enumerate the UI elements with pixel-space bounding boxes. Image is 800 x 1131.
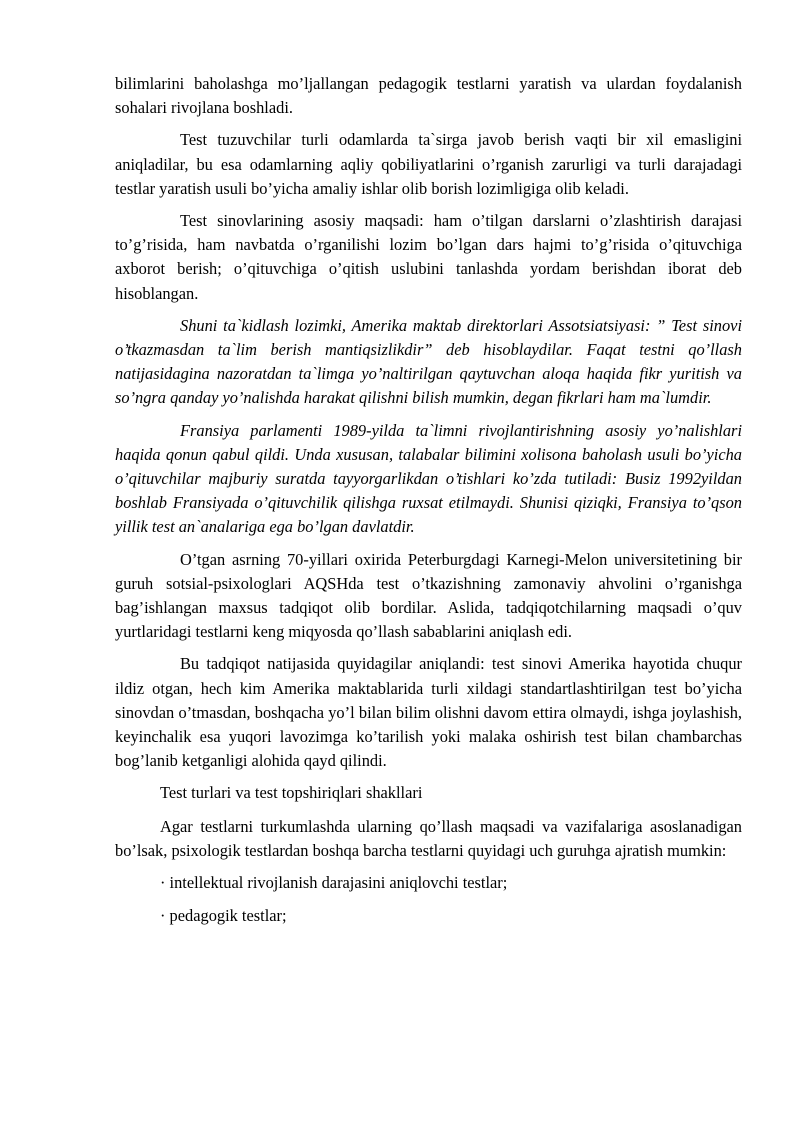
list-item: · pedagogik testlar; bbox=[160, 906, 287, 926]
paragraph-continuation: bilimlarini baholashga mo’ljallangan pedagogik testlarni yaratish va ulardan foydalanish sohalari rivojlana boshladi. bbox=[115, 74, 742, 118]
paragraph-carnegie-research: O’tgan asrning 70-yillari oxirida Peterburgdagi Karnegi-Melon universitetining bir guruh sotsial-psixologlari AQSHda test o’tkazishning zamonaviy ahvolini o’rganishga bag’ishlangan maxsus tadqiqot olib bordilar. Aslida, tadqiqotchilarning maqsadi o’quv yurtlaridagi testlarni keng miqyosda qo’llash sabablarini aniqlash edi. bbox=[115, 549, 742, 642]
paragraph-america-association: Shuni ta`kidlash lozimki, Amerika maktab direktorlari Assotsiatsiyasi: ” Test sinovi o’tkazmasdan ta`lim berish mantiqsizlikdir” deb hisoblaydilar. Faqat testni qo’llash natijasidagina nazoratdan ta`limga yo’naltirilgan qaytuvchan aloqa haqida fikr yuritish va so’ngra qanday yo’nalishda harakat qilishni bilish mumkin, degan fikrlari ham ma`lumdir. bbox=[115, 315, 742, 408]
paragraph-test-purpose: Test sinovlarining asosiy maqsadi: ham o’tilgan darslarni o’zlashtirish darajasi to’g’risida, ham navbatda o’rganilishi lozim bo’lgan dars hajmi to’g’risida o’qituvchiga axborot berish; o’qituvchiga o’qitish uslubini tanlashda yordam berishdan iborat deb hisoblangan. bbox=[115, 211, 742, 303]
document-page bbox=[115, 72, 742, 938]
section-heading: Test turlari va test topshiriqlari shakllari bbox=[160, 783, 423, 803]
paragraph-research-results: Bu tadqiqot natijasida quyidagilar aniqlandi: test sinovi Amerika hayotida chuqur ildiz otgan, hech kim Amerika maktablarida turli xildagi standartlashtirilgan test bo’yicha sinovdan o’tmasdan, boshqacha yo’l bilan bilim olishni davom ettira olmaydi, ishga joylashish, keyinchalik esa yuqori lavozimga ko’tarilish yoki malaka oshirish test bilan chambarchas bog’lanib ketganligi alohida qayd qilindi. bbox=[115, 654, 742, 771]
paragraph-test-authors: Test tuzuvchilar turli odamlarda ta`sirga javob berish vaqti bir xil emasligini aniqladilar, bu esa odamlarning aqliy qobiliyatlarini o’rganish zarurligi va turli darajadagi testlar yaratish usuli bo’yicha amaliy ishlar olib borish lozimligiga olib keladi. bbox=[115, 130, 742, 198]
paragraph-classification-intro: Agar testlarni turkumlashda ularning qo’llash maqsadi va vazifalariga asoslanadigan bo’lsak, psixologik testlardan boshqa barcha testlarni quyidagi uch guruhga ajratish mumkin: bbox=[115, 816, 742, 860]
paragraph-france-parliament: Fransiya parlamenti 1989-yilda ta`limni rivojlantirishning asosiy yo’nalishlari haqida qonun qabul qildi. Unda xususan, talabalar bilimini xolisona baholash usuli bo’yicha o’qituvchilar majburiy suratda tayyorgarlikdan o’tishlari ko’zda tutiladi: Busiz 1992yildan boshlab Fransiyada o’qituvchilik qilishga ruxsat etilmaydi. Shunisi qiziqki, Fransiya to’qson yillik test an`analariga ega bo’lgan davlatdir. bbox=[115, 420, 742, 537]
list-item: · intellektual rivojlanish darajasini aniqlovchi testlar; bbox=[160, 873, 508, 893]
